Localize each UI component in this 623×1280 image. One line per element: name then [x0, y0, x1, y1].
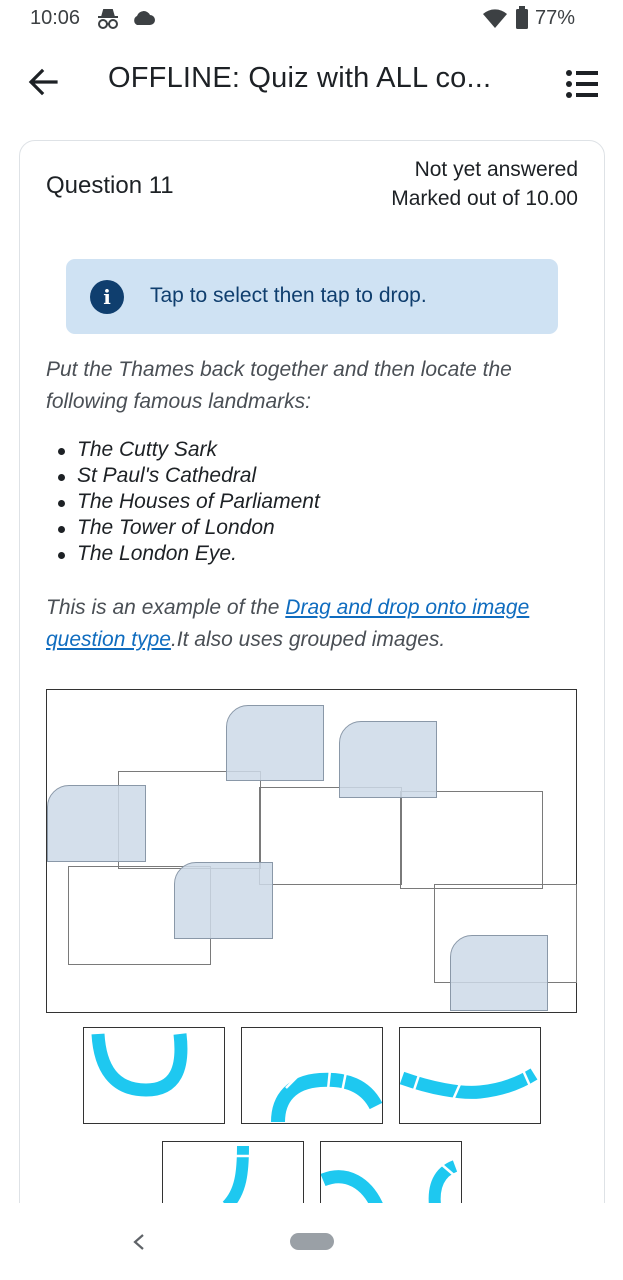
app-bar — [0, 38, 623, 126]
quiz-navigation-button[interactable] — [560, 62, 604, 106]
river-segment-icon — [242, 1028, 382, 1123]
system-back-button[interactable] — [126, 1227, 152, 1257]
landmark-list — [46, 437, 320, 567]
example-prefix: This is an example of the — [46, 596, 286, 619]
landmark-drop-zone[interactable] — [226, 705, 324, 781]
system-home-pill[interactable] — [290, 1233, 334, 1250]
question-type-link[interactable]: Drag and drop onto image question type — [46, 596, 530, 651]
cloud-icon — [131, 10, 155, 31]
landmark-drop-zone[interactable] — [47, 785, 146, 862]
chevron-left-icon — [126, 1227, 152, 1257]
info-alert — [66, 259, 558, 334]
river-piece-draggable[interactable] — [399, 1027, 541, 1124]
example-suffix: .It also uses grouped images. — [170, 628, 446, 651]
status-bar — [0, 0, 623, 38]
drop-target-image — [46, 689, 577, 1013]
incognito-icon — [96, 8, 120, 35]
back-button[interactable] — [22, 60, 66, 104]
river-segment-icon — [400, 1028, 540, 1123]
list-item: St Paul's Cathedral — [46, 463, 320, 489]
river-piece-draggable[interactable] — [241, 1027, 383, 1124]
arrow-left-icon — [22, 60, 66, 104]
list-item: The Tower of London — [46, 515, 320, 541]
info-text: Tap to select then tap to drop. — [150, 284, 427, 307]
question-marks: Marked out of 10.00 — [391, 187, 578, 210]
river-segment-icon — [84, 1028, 224, 1123]
status-time: 10:06 — [30, 7, 81, 29]
question-status — [391, 155, 578, 213]
question-number: Question 11 — [46, 172, 174, 199]
wifi-icon — [482, 9, 508, 34]
list-item: The Cutty Sark — [46, 437, 320, 463]
page-title: OFFLINE: Quiz with ALL co... — [108, 62, 492, 94]
battery-percent: 77% — [535, 7, 576, 29]
landmark-drop-zone[interactable] — [339, 721, 437, 798]
list-item: The Houses of Parliament — [46, 489, 320, 515]
list-menu-icon — [560, 62, 604, 106]
info-icon: i — [90, 280, 124, 314]
landmark-drop-zone[interactable] — [450, 935, 548, 1011]
answer-status: Not yet answered — [414, 158, 578, 181]
system-nav-bar — [0, 1203, 623, 1280]
landmark-drop-zone[interactable] — [174, 862, 273, 939]
river-piece-draggable[interactable] — [83, 1027, 225, 1124]
battery-icon — [515, 6, 529, 35]
question-text: Put the Thames back together and then locate the following famous landmarks: — [46, 358, 512, 413]
list-item: The London Eye. — [46, 541, 320, 567]
question-card — [19, 140, 605, 1242]
drop-slot-outline — [259, 787, 402, 885]
drop-slot-outline — [400, 791, 543, 889]
example-text — [46, 592, 576, 656]
